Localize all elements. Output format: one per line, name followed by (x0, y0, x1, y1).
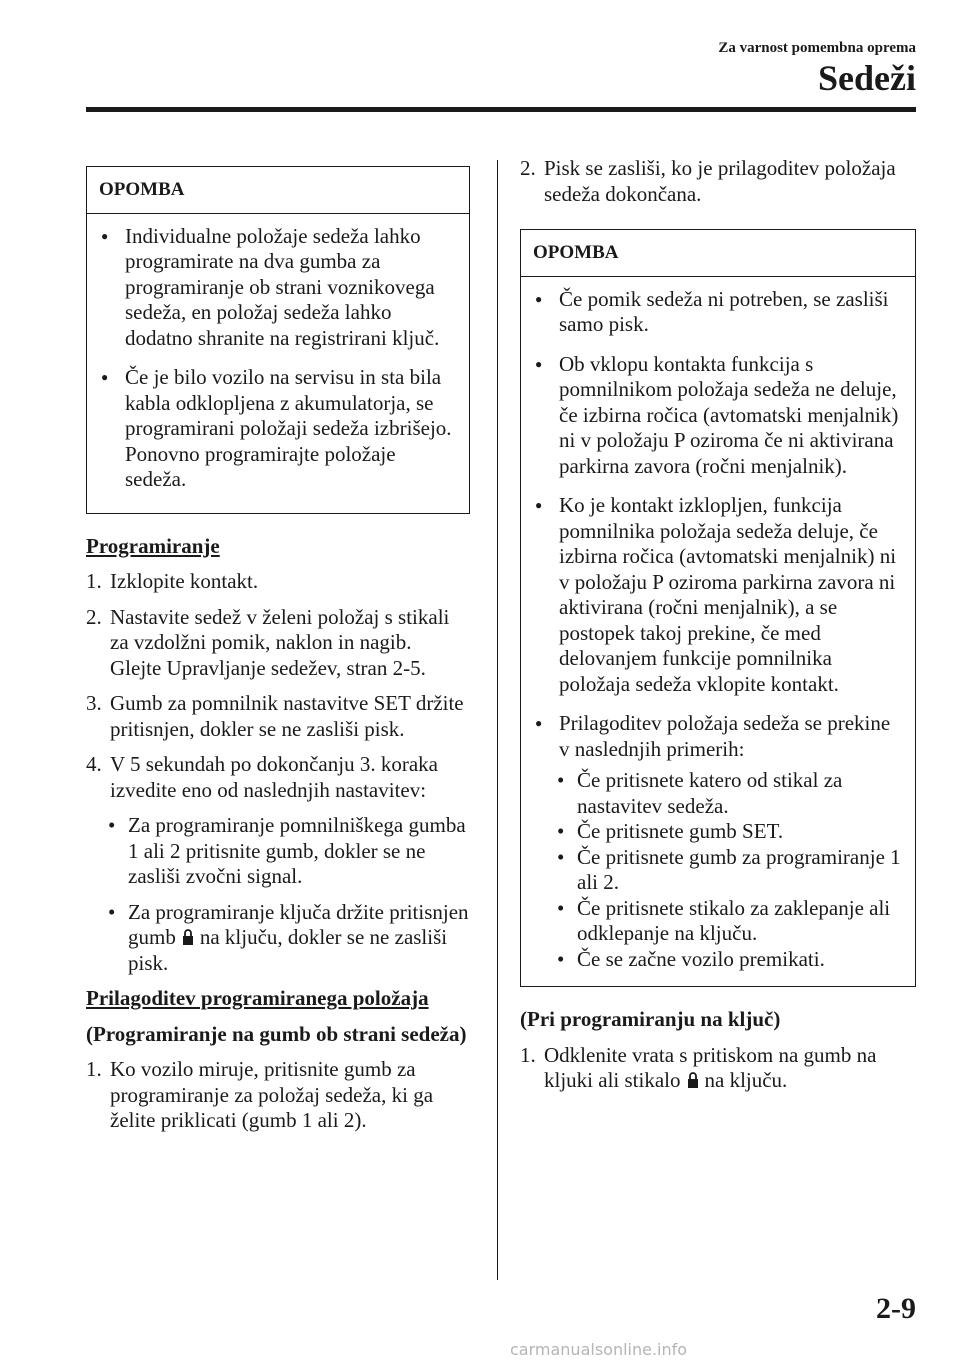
step (520, 1043, 916, 1094)
step-text: Izklopite kontakt. (110, 569, 259, 593)
step-sub-item (86, 900, 470, 977)
step-number: 2. (86, 604, 102, 629)
note-sub-item: • Če se začne vozilo premikati. (533, 947, 903, 973)
note-bullet: ● Individualne položaje sedeža lahko programirate na dva gumba za programiranje ob strani voznikovega sedeža, en položaj sedeža lahko dodatno shranite na registrirani ključ. (99, 224, 457, 352)
note-bullet: ● Ob vklopu kontakta funkcija s pomnilnikom položaja sedeža ne deluje, če izbirna ročica (avtomatski menjalnik) ni v položaju P oziroma če ni aktivirana parkirna zavora (ročni menjalnik). (533, 352, 903, 480)
step-sub-text: Za programiranje ključa držite pritisnjen gumb (128, 899, 469, 949)
note-sub-item: • Če pritisnete katero od stikal za nastavitev sedeža. (533, 768, 903, 819)
step-sub-text: na ključu, dokler se ne zasliši pisk. (128, 925, 448, 975)
note-sub-item: • Če pritisnete gumb za programiranje 1 ali 2. (533, 845, 903, 896)
step (86, 691, 470, 742)
step (86, 605, 470, 682)
note-body (87, 214, 469, 513)
note-bullet: ● Prilagoditev položaja sedeža se prekine v naslednjih primerih: (533, 711, 903, 762)
note-title: OPOMBA (521, 230, 915, 277)
page-number: 2-9 (876, 1292, 916, 1325)
step (520, 156, 916, 207)
step-text: Pisk se zasliši, ko je prilagoditev položaja sedeža dokončana. (544, 156, 896, 206)
note-box (520, 229, 916, 987)
note-bullet: ● Če pomik sedeža ni potreben, se zasliši samo pisk. (533, 287, 903, 338)
step (86, 752, 470, 803)
right-column (520, 156, 916, 1104)
step-number: 1. (86, 1057, 102, 1081)
note-bullet: ● Če je bilo vozilo na servisu in sta bila kabla odklopljena z akumulatorja, se programirani položaji sedeža izbrišejo. Ponovno programirajte položaje sedeža. (99, 365, 457, 493)
step-text: Ko vozilo miruje, pritisnite gumb za programiranje za položaj sedeža, ki ga želite priklicati (gumb 1 ali 2). (110, 1057, 434, 1132)
step-number: 1. (86, 569, 102, 593)
step-text: Nastavite sedež v želeni položaj s stikali za vzdolžni pomik, naklon in nagib. (110, 604, 450, 654)
page-title: Sedeži (818, 58, 916, 98)
step-reference: Glejte Upravljanje sedežev, stran 2-5. (110, 655, 426, 680)
note-title: OPOMBA (87, 167, 469, 214)
note-sub-item: • Če pritisnete stikalo za zaklepanje ali odklepanje na ključu. (533, 896, 903, 947)
step-text: V 5 sekundah po dokončanju 3. koraka izvedite eno od naslednjih nastavitev: (110, 752, 438, 802)
header-rule (86, 107, 916, 112)
note-box (86, 166, 470, 514)
step-number: 3. (86, 691, 102, 715)
programming-heading: Programiranje (86, 533, 220, 558)
step-number: 2. (520, 156, 536, 180)
key-heading: (Pri programiranju na ključ) (520, 1007, 781, 1031)
step-text: Odklenite vrata s pritiskom na gumb na kljuki ali stikalo (544, 1042, 877, 1092)
note-sub-item: • Če pritisnete gumb SET. (533, 819, 903, 845)
step-text: Gumb za pomnilnik nastavitve SET držite pritisnjen, dokler se ne zasliši pisk. (110, 691, 464, 741)
left-column (86, 166, 470, 1144)
step (86, 1057, 470, 1134)
column-divider (497, 160, 498, 1280)
step (86, 569, 470, 595)
step-sub-item: • Za programiranje pomnilniškega gumba 1 ali 2 pritisnite gumb, dokler se ne zasliši zvočni signal. (86, 813, 470, 890)
step-text: na ključu. (704, 1068, 788, 1092)
lock-icon (182, 928, 194, 946)
step-number: 4. (86, 752, 102, 776)
note-body (521, 277, 915, 987)
watermark: carmanualsonline.info (510, 1340, 688, 1359)
header-section: Za varnost pomembna oprema (718, 40, 916, 56)
step-number: 1. (520, 1042, 536, 1067)
note-bullet: ● Ko je kontakt izklopljen, funkcija pomnilnika položaja sedeža deluje, če izbirna ročica (avtomatski menjalnik) ni v položaju P oziroma parkirna zavora ni aktivirana (ročni menjalnik), a se postopek takoj prekine, če med delovanjem funkcije pomnilnika položaja sedeža vklopite kontakt. (533, 493, 903, 697)
adjust-heading: Prilagoditev programiranega položaja (86, 986, 429, 1010)
seat-side-heading: (Programiranje na gumb ob strani sedeža) (86, 1021, 467, 1046)
lock-icon (687, 1071, 699, 1089)
